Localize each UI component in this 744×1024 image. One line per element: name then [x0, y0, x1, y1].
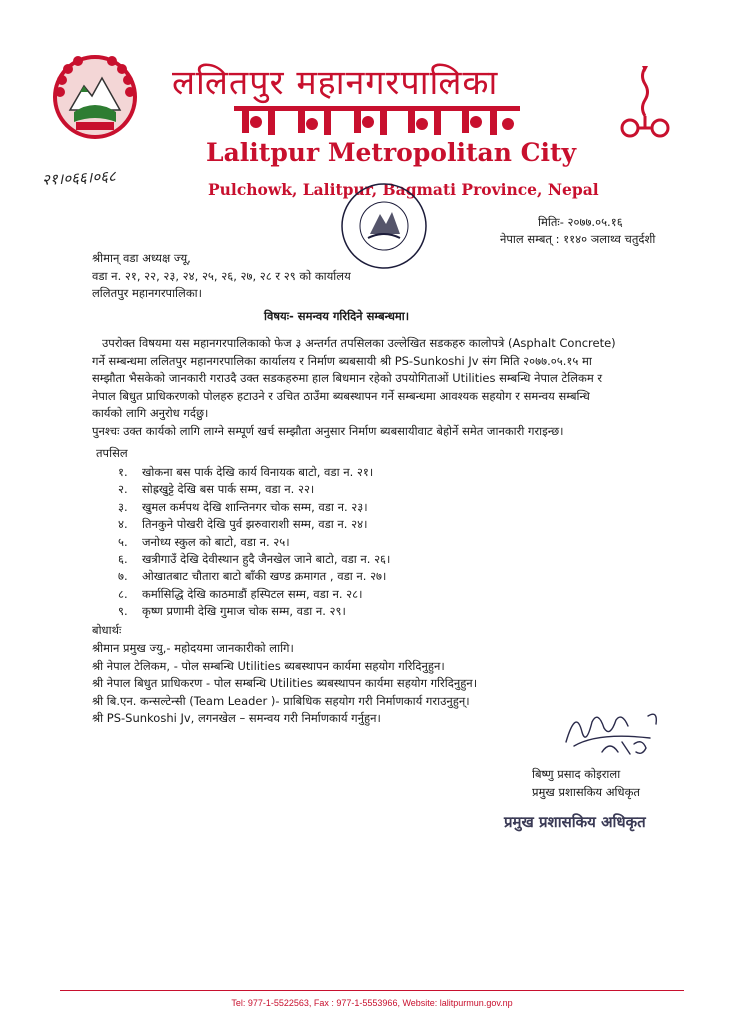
- list-item-text: ओखातबाट चौतारा बाटो बाँकी खण्ड क्रमागत , वडा न. २७।: [142, 569, 387, 584]
- cc-item: श्री PS-Sunkoshi Jv, लगनखेल – समन्वय गरी निर्माणकार्य गर्नुहुन।: [92, 711, 381, 725]
- cc-item: श्रीमान प्रमुख ज्यु,- महोदयमा जानकारीको लागि।: [92, 641, 294, 655]
- nepal-emblem-icon: [50, 52, 140, 142]
- list-item: [118, 551, 390, 568]
- body-line: नेपाल बिधुत प्राधिकरणको पोलहरु हटाउने र उचित ठाउँमा ब्यबस्थापन गर्ने सम्बन्धमा आवश्यक सहयोग र समन्वय सम्बन्धि: [92, 388, 590, 403]
- body-line: उपरोक्त विषयमा यस महानगरपालिकाको फेज ३ अन्तर्गत तपसिलका उल्लेखित सडकहरु कालोपत्रे (Asphalt Concrete): [102, 336, 616, 350]
- list-item-text: कर्मासिद्धि देखि काठमाडौं हस्पिटल सम्म, वडा न. २८।: [142, 586, 363, 601]
- list-item: [118, 534, 390, 551]
- list-item: [118, 481, 390, 498]
- list-item-text: खत्रीगाउँ देखि देवीस्थान हुदै जैनखेल जाने बाटो, वडा न. २६।: [142, 552, 391, 567]
- signer-name: बिष्णु प्रसाद कोइराला: [532, 767, 621, 781]
- list-item: [118, 499, 390, 516]
- list-item: [118, 464, 390, 481]
- body-line: गर्ने सम्बन्धमा ललितपुर महानगरपालिका कार्यालय र निर्माण ब्यबसायी श्री PS-Sunkoshi Jv संग मिति २०७७.०५.१५ मा: [92, 353, 592, 368]
- list-item-text: जनोध्य स्कुल को बाटो, वडा न. २५।: [142, 534, 290, 549]
- cc-item: श्री नेपाल बिधुत प्राधिकरण - पोल सम्बन्धि Utilities ब्यबस्थापन कार्यमा सहयोग गरिदिनुहुन।: [92, 676, 478, 690]
- list-item-number: ५.: [118, 534, 128, 549]
- list-item-number: ६.: [118, 552, 128, 567]
- city-address: Pulchowk, Lalitpur, Bagmati Province, Nepal: [208, 180, 599, 199]
- cc-item: श्री नेपाल टेलिकम, - पोल सम्बन्धि Utilities ब्यबस्थापन कार्यमा सहयोग गरिदिनुहुन।: [92, 658, 445, 673]
- list-item-text: कृष्ण प्रणामी देखि गुमाज चोक सम्म, वडा न. २९।: [142, 604, 346, 619]
- handwritten-signature: [558, 702, 668, 762]
- office-stamp-icon: [338, 180, 430, 272]
- body-line: सम्झौता भैसकेको जानकारी गराउदै उक्त सडकहरुमा हाल बिधमान रहेको उपयोगिताओं Utilities सम्बन्धि नेपाल टेलिकम र: [92, 371, 603, 385]
- list-item-number: १.: [118, 465, 128, 479]
- list-item-number: ३.: [118, 499, 128, 514]
- body-line: कार्यको लागि अनुरोध गर्दछु।: [92, 406, 209, 420]
- addressee-line: वडा न. २१, २२, २३, २४, २५, २६, २७, २८ र २९ को कार्यालय: [92, 268, 351, 283]
- cc-item: श्री बि.एन. कन्सल्टेन्सी (Team Leader )- प्राबिधिक सहयोग गरी निर्माणकार्य गराउनुहुन्।: [92, 693, 470, 708]
- cc-title: बोधार्थः: [92, 623, 122, 637]
- signer-block: [532, 766, 640, 801]
- list-item-number: ८.: [118, 586, 128, 601]
- title-english: Lalitpur Metropolitan City: [206, 138, 577, 167]
- addressee-block: [92, 250, 351, 303]
- reference-number: २१।०६६।०६८: [41, 167, 117, 189]
- list-item-number: ४.: [118, 517, 128, 532]
- footer-divider: [60, 990, 684, 991]
- title-newari-script: [228, 102, 528, 138]
- title-nepali: ललितपुर महानगरपालिका: [172, 63, 499, 103]
- schedule-title: तपसिल: [96, 446, 128, 460]
- list-item-text: सोह्रखुट्टे देखि बस पार्क सम्म, वडा न. २२।: [142, 482, 315, 497]
- designation-stamp: प्रमुख प्रशासकिय अधिकृत: [504, 813, 646, 831]
- addressee-line: ललितपुर महानगरपालिका।: [92, 286, 202, 300]
- letter-subject: विषयः- समन्वय गरिदिने सम्बन्धमा।: [264, 309, 410, 323]
- list-item: [118, 586, 390, 603]
- city-logo-icon: [612, 64, 678, 144]
- list-item-text: खुमल कर्मपथ देखि शान्तिनगर चोक सम्म, वडा न. २३।: [142, 499, 368, 514]
- list-item-text: खोकना बस पार्क देखि कार्य विनायक बाटो, वडा न. २१।: [142, 465, 374, 479]
- date-nepal-sambat: नेपाल सम्बत् : ११४० ञलाथ्व चतुर्दशी: [500, 232, 656, 246]
- list-item: [118, 603, 390, 620]
- cc-list: [92, 640, 477, 728]
- addressee-line: श्रीमान् वडा अध्यक्ष ज्यू,: [92, 251, 191, 265]
- signer-designation: प्रमुख प्रशासकिय अधिकृत: [532, 784, 640, 799]
- list-item: [118, 516, 390, 533]
- date-block: [500, 214, 655, 248]
- letter-body: [92, 335, 652, 440]
- body-line: पुनश्चः उक्त कार्यको लागि लाग्ने सम्पूर्ण खर्च सम्झौता अनुसार निर्माण ब्यबसायीवाट बेहोर्ने समेत जानकारी गराइन्छ।: [92, 423, 564, 438]
- footer-contact: Tel: 977-1-5522563, Fax : 977-1-5553966, Website: lalitpurmun.gov.np: [231, 998, 513, 1008]
- list-item-text: तिनकुने पोखरी देखि पुर्व झरुवाराशी सम्म, वडा न. २४।: [142, 517, 368, 532]
- list-item: [118, 568, 390, 585]
- date-miti: मितिः- २०७७.०५.१६: [538, 215, 623, 229]
- list-item-number: २.: [118, 482, 128, 497]
- list-item-number: ७.: [118, 569, 128, 584]
- list-item-number: ९.: [118, 604, 128, 619]
- schedule-list: [118, 464, 390, 621]
